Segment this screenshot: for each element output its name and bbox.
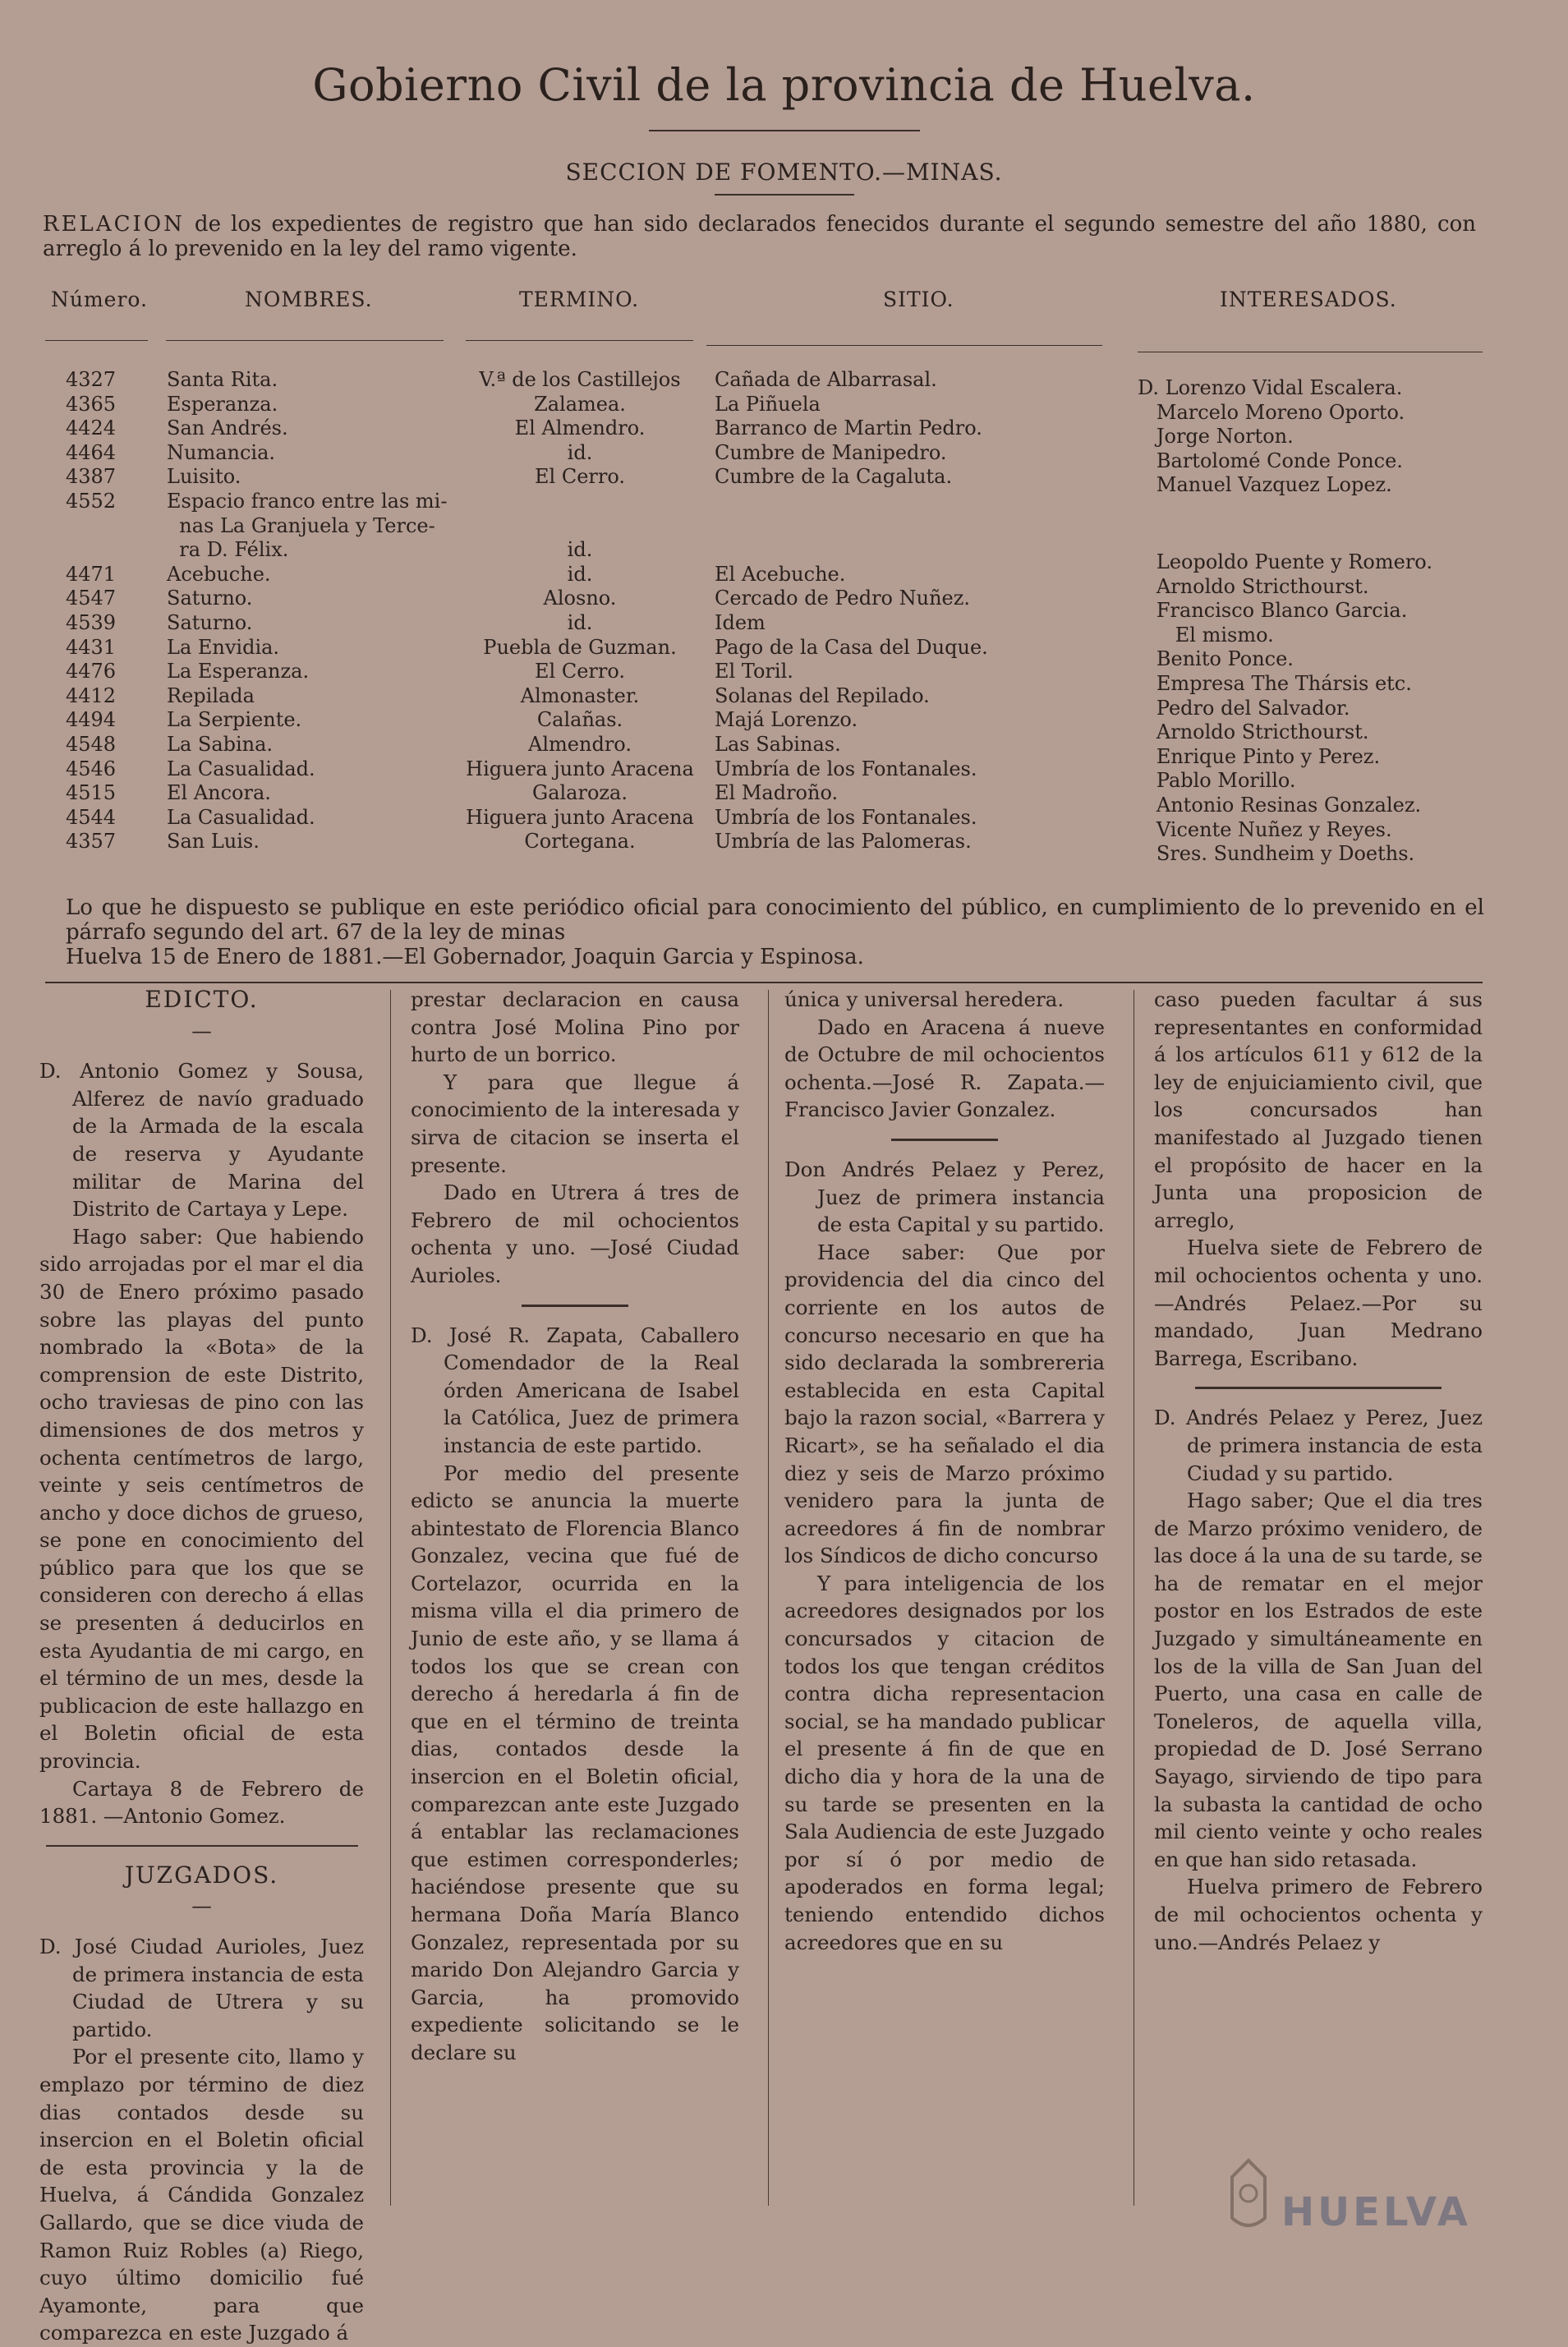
page-title: Gobierno Civil de la provincia de Huelva. <box>312 59 1256 111</box>
huelva-concurso-body: Hace saber: Que por providencia del dia cinco del corriente en los autos de concurso necesario en que ha sido declarada la sombrereria establecida en esta Capital bajo la razon social, «Barrera y Ricart», se ha señalado el dia diez y seis de Marzo próximo venidero para la junta de acreedores á fin de nombrar los Síndicos de dicho concurso <box>784 1240 1105 1568</box>
huelva-concurso-intro: Don Andrés Pelaez y Perez, Juez de primera instancia de esta Capital y su partido. <box>784 1157 1105 1237</box>
column-divider-3 <box>1133 990 1135 2206</box>
column-divider-1 <box>390 990 392 2206</box>
edicto-sign: Cartaya 8 de Febrero de 1881. —Antonio Gomez. <box>39 1776 364 1829</box>
rule-termino <box>466 340 693 341</box>
concurso-sign: Huelva siete de Febrero de mil ochocientos ochenta y uno.—Andrés Pelaez.—Por su mandado, Juan Medrano Barrega, Escribano. <box>1154 1236 1483 1370</box>
column-4 <box>1154 986 1483 1956</box>
title-rule <box>649 130 920 131</box>
edicto-dash: — <box>191 1018 212 1042</box>
separator-4 <box>1195 1387 1442 1389</box>
column-interesados-a: D. Lorenzo Vidal Escalera. Marcelo Moreno Oporto. Jorge Norton. Bartolomé Conde Ponce. Manuel Vazquez Lopez. <box>1138 376 1405 497</box>
utrera-continuation: prestar declaracion en causa contra José Molina Pino por hurto de un borrico. <box>411 987 739 1067</box>
juzgados-heading: JUZGADOS. <box>124 1861 279 1889</box>
edicto-intro: D. Antonio Gomez y Sousa, Alferez de navío graduado de la Armada de la escala de reserva y Ayudante militar de Marina del Distrito de Cartaya y Lepe. <box>39 1059 364 1222</box>
juzgados-dash: — <box>191 1894 212 1918</box>
column-interesados-b: Leopoldo Puente y Romero. Arnoldo Stricthourst. Francisco Blanco Garcia. El mismo. Benito Ponce. Empresa The Thársis etc. Pedro del Salvador. Arnoldo Stricthourst. Enrique Pinto y Perez. Pablo Morillo. Antonio Resinas Gonzalez. Vicente Nuñez y Reyes. Sres. Sundheim y Doeths. <box>1156 550 1432 866</box>
column-2 <box>411 986 739 2067</box>
header-nombres: NOMBRES. <box>245 288 373 311</box>
relacion-text: de los expedientes de registro que han sido declarados fenecidos durante el segundo semestre del año 1880, con arreglo á lo prevenido en la ley del ramo vigente. <box>43 212 1476 261</box>
subasta-sign: Huelva primero de Febrero de mil ochocientos ochenta y uno.—Andrés Pelaez y <box>1154 1875 1483 1954</box>
utrera-citation: Y para que llegue á conocimiento de la interesada y sirva de citacion se inserta el presente. <box>411 1070 739 1177</box>
table-bottom-rule <box>45 982 1483 983</box>
rule-sitio <box>706 345 1102 346</box>
juzgado-utrera-intro: D. José Ciudad Aurioles, Juez de primera instancia de esta Ciudad de Utrera y su partido. <box>39 1935 364 2041</box>
relacion-lead: RELACION <box>43 212 185 237</box>
archive-seal <box>1216 2152 1528 2234</box>
edicto-body: Hago saber: Que habiendo sido arrojadas por el mar el dia 30 de Enero próximo pasado sobre las playas del punto nombrado la «Bota» de la comprension de este Distrito, ocho traviesas de pino con las dimensiones de dos metros y ochenta centímetros de largo, veinte y seis centímetros de ancho y doce dichos de grueso, se pone en conocimiento del público para que los que se consideren con derecho á ellas se presenten á deducirlos en esta Ayudantia de mi cargo, en el término de un mes, desde la publicacion de este hallazgo en el Boletin oficial de esta provincia. <box>39 1224 364 1774</box>
column-divider-2 <box>768 990 770 2206</box>
header-interesados: INTERESADOS. <box>1220 288 1397 311</box>
closing-note: Lo que he dispuesto se publique en este periódico oficial para conocimiento del público, en cumplimiento de lo prevenido en el párrafo segundo del art. 67 de la ley de minas <box>66 895 1484 945</box>
subasta-body: Hago saber; Que el dia tres de Marzo próximo venidero, de las doce á la una de su tarde, se ha de rematar en el mejor postor en los Estrados de este Juzgado y simultáneamente en los de la villa de San Juan del Puerto, una casa en calle de Toneleros, de aquella villa, propiedad de D. José Serrano Sayago, sirviendo de tipo para la subasta la cantidad de ocho mil ciento veinte y ocho reales en que han sido retasada. <box>1154 1489 1483 1871</box>
separator-3 <box>891 1139 998 1141</box>
seal-label: HUELVA <box>1281 2189 1471 2235</box>
column-1 <box>39 986 364 2347</box>
edicto-heading: EDICTO. <box>145 986 259 1013</box>
separator-2 <box>522 1305 628 1307</box>
section-title: SECCION DE FOMENTO.—MINAS. <box>565 159 1003 186</box>
concurso-continuation: caso pueden facultar á sus representantes en conformidad á los artículos 611 y 612 de la ley de enjuiciamiento civil, que los concursados han manifestado al Juzgado tienen el propósito de hacer en la Junta una proposicion de arreglo, <box>1154 987 1483 1232</box>
aracena-continuation: única y universal heredera. <box>784 987 1064 1011</box>
header-sitio: SITIO. <box>883 288 954 311</box>
section-rule <box>715 194 854 196</box>
utrera-sign: Dado en Utrera á tres de Febrero de mil ochocientos ochenta y uno. —José Ciudad Aurioles. <box>411 1180 739 1287</box>
aracena-sign: Dado en Aracena á nueve de Octubre de mil ochocientos ochenta.—José R. Zapata.—Francisco Javier Gonzalez. <box>784 1015 1105 1122</box>
separator-1 <box>46 1845 358 1847</box>
column-numeros: 4327 4365 4424 4464 4387 4552 4471 4547 4539 4431 4476 4412 4494 4548 4546 4515 4544 4357 <box>66 368 117 854</box>
rule-nombres <box>166 340 444 341</box>
column-nombres: Santa Rita. Esperanza. San Andrés. Numancia. Luisito. Espacio franco entre las mi- nas La Granjuela y Terce- ra D. Félix. Acebuche. Saturno. Saturno. La Envidia. La Esperanza. Repilada La Serpiente. La Sabina. La Casualidad. El Ancora. La Casualidad. San Luis. <box>167 368 448 854</box>
rule-numero <box>45 340 148 341</box>
huelva-concurso-body-2: Y para inteligencia de los acreedores designados por los concursados y citacion de todos los que tengan créditos contra dicha representacion social, se ha mandado publicar el presente á fin de que en dicho dia y hora de la una de su tarde se presenten en la Sala Audiencia de este Juzgado por sí ó por medio de apoderados en forma legal; teniendo entendido dichos acreedores que en su <box>784 1571 1105 1954</box>
aracena-intro: D. José R. Zapata, Caballero Comendador de la Real órden Americana de Isabel la Católica, Juez de primera instancia de este partido. <box>411 1323 739 1457</box>
subasta-intro: D. Andrés Pelaez y Perez, Juez de primera instancia de esta Ciudad y su partido. <box>1154 1406 1483 1485</box>
relacion-paragraph <box>43 212 1476 261</box>
column-terminos: V.ª de los Castillejos Zalamea. El Almendro. id. El Cerro. id. id. Alosno. id. Puebla de Guzman. El Cerro. Almonaster. Calañas. Almendro. Higuera junto Aracena Galaroza. Higuera junto Aracena Cortegana. <box>466 368 694 854</box>
header-termino: TERMINO. <box>519 288 640 311</box>
juzgado-utrera-body: Por el presente cito, llamo y emplazo por término de diez dias contados desde su insercion en el Boletin oficial de esta provincia y la de Huelva, á Cándida Gonzalez Gallardo, que se dice viuda de Ramon Ruiz Robles (a) Riego, cuyo último domicilio fué Ayamonte, para que comparezca en este Juzgado á <box>39 2045 364 2345</box>
column-3 <box>784 986 1105 1956</box>
aracena-body: Por medio del presente edicto se anuncia la muerte abintestato de Florencia Blanco Gonzalez, vecina que fué de Cortelazor, ocurrida en la misma villa el dia primero de Junio de este año, y se llama á todos los que se crean con derecho á heredarla á fin de que en el término de treinta dias, contados desde la insercion en el Boletin oficial, comparezcan ante este Juzgado á entablar las reclamaciones que estimen corresponderles; haciéndose presente que su hermana Doña María Blanco Gonzalez, representada por su marido Don Alejandro Garcia y Garcia, ha promovido expediente solicitando se le declare su <box>411 1461 739 2064</box>
column-sitios: Cañada de Albarrasal. La Piñuela Barranco de Martin Pedro. Cumbre de Manipedro. Cumbre de la Cagaluta. El Acebuche. Cercado de Pedro Nuñez. Idem Pago de la Casa del Duque. El Toril. Solanas del Repilado. Majá Lorenzo. Las Sabinas. Umbría de los Fontanales. El Madroño. Umbría de los Fontanales. Umbría de las Palomeras. <box>715 368 988 854</box>
closing-signature: Huelva 15 de Enero de 1881.—El Gobernador, Joaquin Garcia y Espinosa. <box>66 945 864 969</box>
header-numero: Número. <box>51 288 148 311</box>
